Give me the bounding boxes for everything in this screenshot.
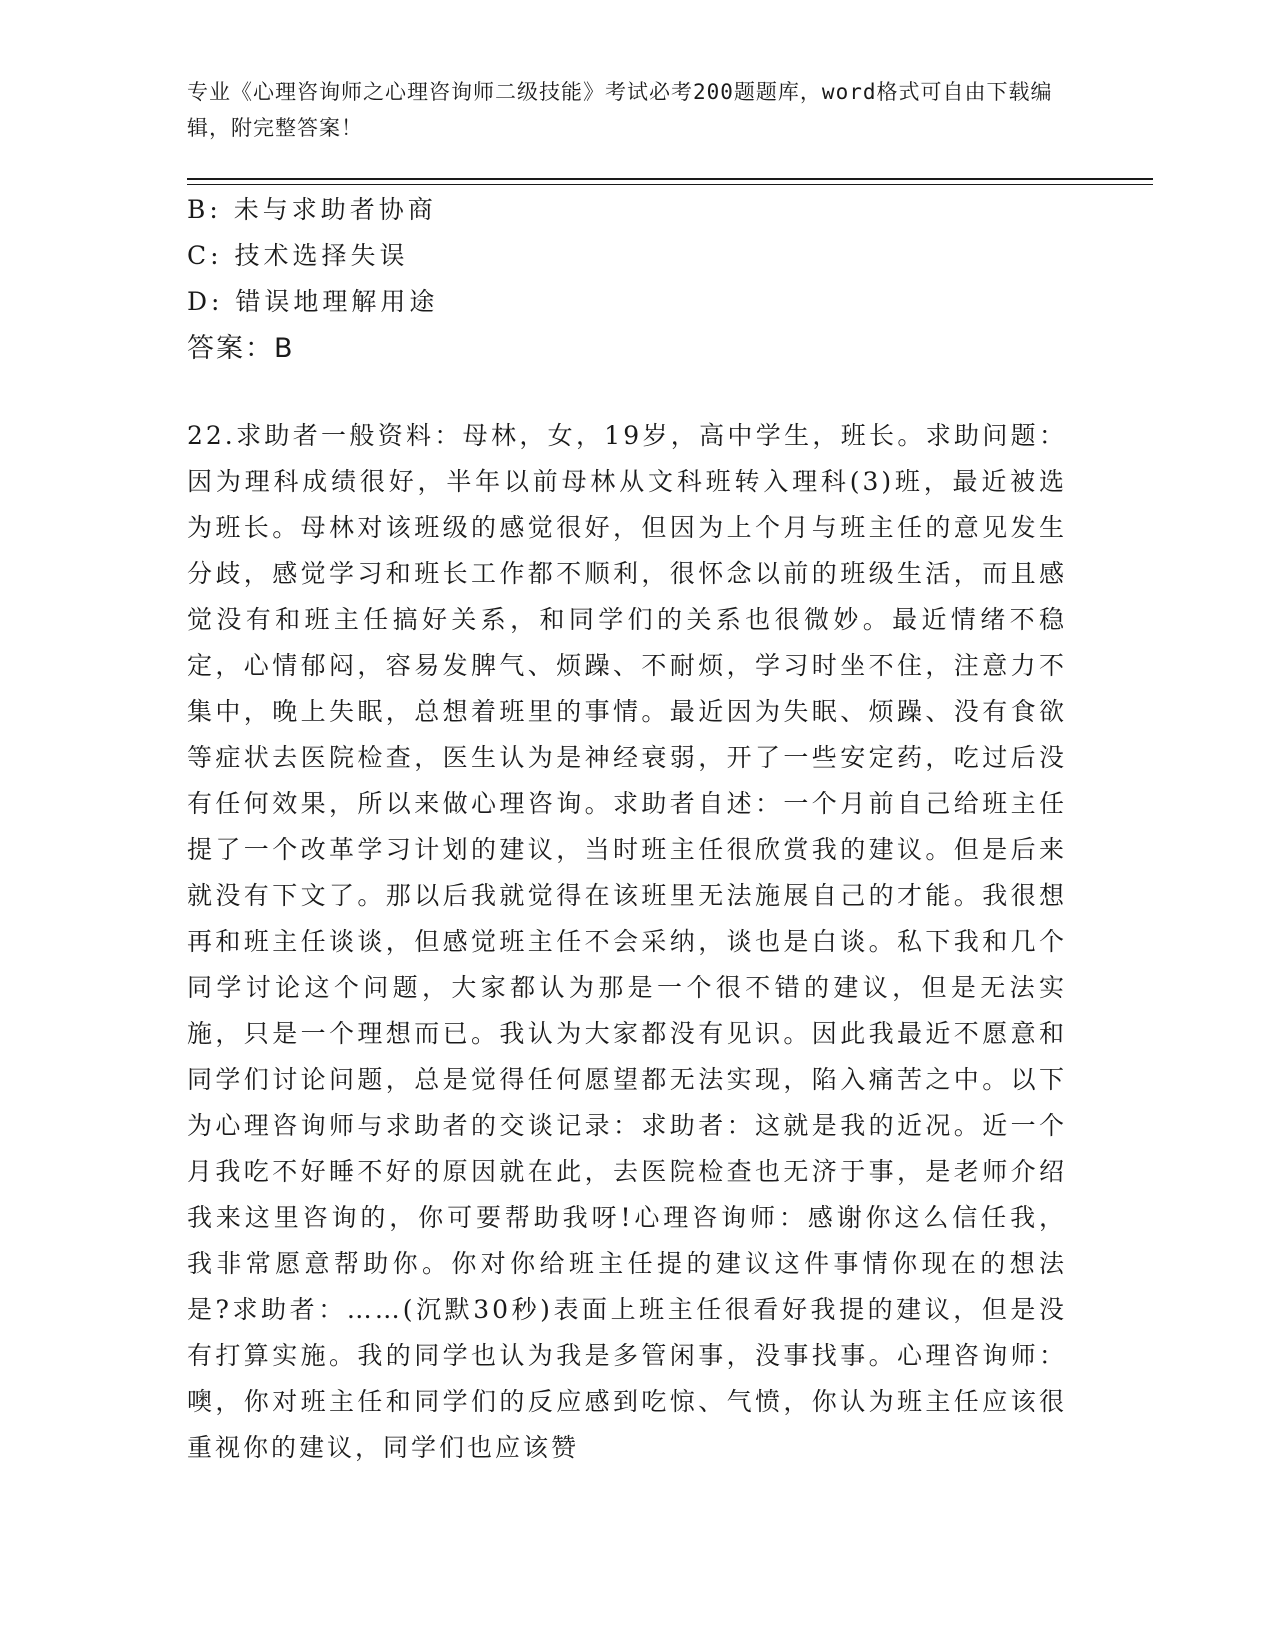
- page-header: 专业《心理咨询师之心理咨询师二级技能》考试必考200题题库，word格式可自由下载编辑，附完整答案！: [187, 80, 1053, 140]
- option-b: B: 未与求助者协商: [187, 195, 437, 224]
- answer-line: 答案：B: [187, 333, 295, 364]
- header-rule-thin: [187, 184, 1153, 185]
- question-22-body: 22.求助者一般资料：母林，女，19岁，高中学生，班长。求助问题：因为理科成绩很好，半年以前母林从文科班转入理科(3)班，最近被选为班长。母林对该班级的感觉很好，但因为上个月与班主任的意见发生分歧，感觉学习和班长工作都不顺利，很怀念以前的班级生活，而且感觉没有和班主任搞好关系，和同学们的关系也很微妙。最近情绪不稳定，心情郁闷，容易发脾气、烦躁、不耐烦，学习时坐不住，注意力不集中，晚上失眠，总想着班里的事情。最近因为失眠、烦躁、没有食欲等症状去医院检查，医生认为是神经衰弱，开了一些安定药，吃过后没有任何效果，所以来做心理咨询。求助者自述：一个月前自己给班主任提了一个改革学习计划的建议，当时班主任很欣赏我的建议。但是后来就没有下文了。那以后我就觉得在该班里无法施展自己的才能。我很想再和班主任谈谈，但感觉班主任不会采纳，谈也是白谈。私下我和几个同学讨论这个问题，大家都认为那是一个很不错的建议，但是无法实施，只是一个理想而已。我认为大家都没有见识。因此我最近不愿意和同学们讨论问题，总是觉得任何愿望都无法实现，陷入痛苦之中。以下为心理咨询师与求助者的交谈记录：求助者：这就是我的近况。近一个月我吃不好睡不好的原因就在此，去医院检查也无济于事，是老师介绍我来这里咨询的，你可要帮助我呀!心理咨询师：感谢你这么信任我，我非常愿意帮助你。你对你给班主任提的建议这件事情你现在的想法是?求助者：……(沉默30秒)表面上班主任很看好我提的建议，但是没有打算实施。我的同学也认为我是多管闲事，没事找事。心理咨询师：噢，你对班主任和同学们的反应感到吃惊、气愤，你认为班主任应该很重视你的建议，同学们也应该赞: [187, 421, 1067, 1462]
- header-rule-thick: [187, 178, 1153, 180]
- option-d: D: 错误地理解用途: [187, 287, 439, 316]
- option-c: C: 技术选择失误: [187, 241, 409, 270]
- answer-options: [187, 187, 1067, 325]
